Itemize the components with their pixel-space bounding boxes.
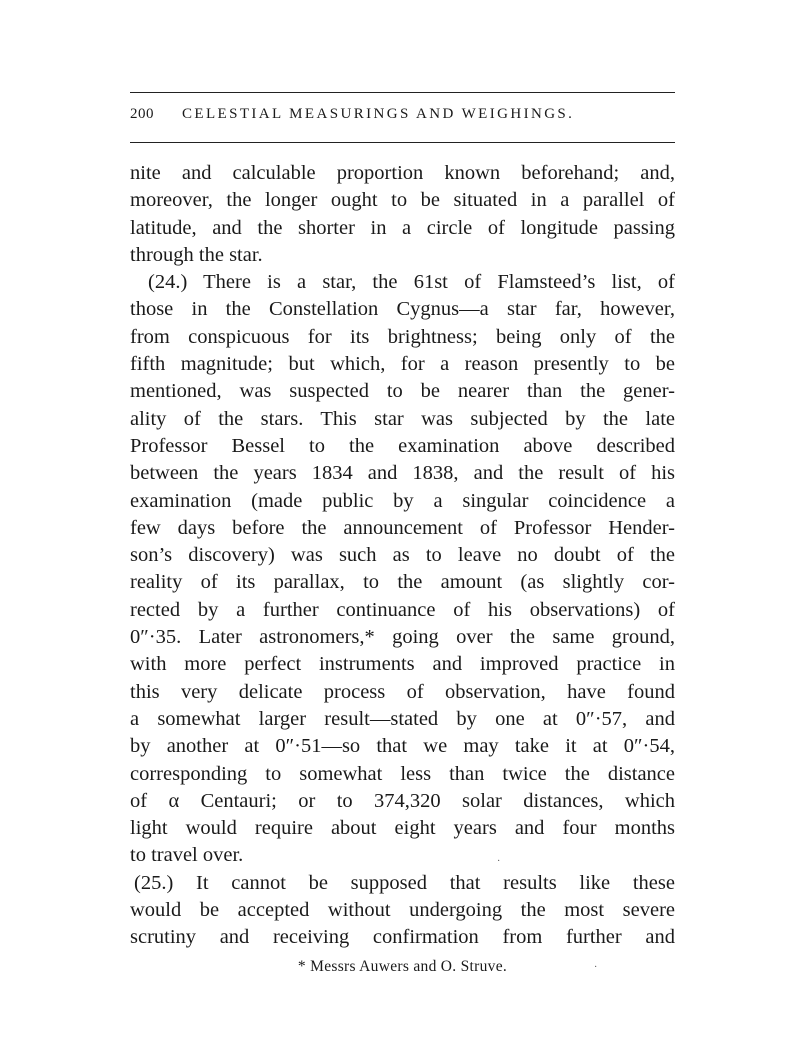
text-line: examination (made public by a singular coincidence a xyxy=(130,489,675,512)
text-line: those in the Constellation Cygnus—a star far, however, xyxy=(130,298,675,321)
text-line: between the years 1834 and 1838, and the result of his xyxy=(130,462,675,485)
print-speck: · xyxy=(497,856,501,867)
text-line: this very delicate process of observation, have found xyxy=(130,680,675,703)
body-text xyxy=(130,160,675,952)
text-line: fifth magnitude; but which, for a reason presently to be xyxy=(130,353,675,376)
text-line: moreover, the longer ought to be situated in a parallel of xyxy=(130,189,675,212)
text-line: scrutiny and receiving confirmation from further and xyxy=(130,926,675,949)
text-line: would be accepted without undergoing the most severe xyxy=(130,899,675,922)
paragraph-24 xyxy=(130,269,675,870)
text-line: reality of its parallax, to the amount (as slightly cor- xyxy=(130,571,675,594)
text-line: Professor Bessel to the examination above described xyxy=(130,434,675,457)
text-line: a somewhat larger result—stated by one at 0″·57, and xyxy=(130,707,675,730)
text-line: few days before the announcement of Professor Hender- xyxy=(130,516,675,539)
text-line: nite and calculable proportion known beforehand; and, xyxy=(130,162,675,184)
paragraph-continuation xyxy=(130,160,675,269)
text-line: from conspicuous for its brightness; being only of the xyxy=(130,325,675,348)
text-line: ality of the stars. This star was subjected by the late xyxy=(130,407,675,430)
running-title: CELESTIAL MEASURINGS AND WEIGHINGS. xyxy=(182,106,575,122)
text-line: son’s discovery) was such as to leave no doubt of the xyxy=(130,544,675,567)
footnote: * Messrs Auwers and O. Struve. xyxy=(297,958,508,975)
text-line: through the star. xyxy=(130,243,263,266)
print-speck: · xyxy=(594,962,598,973)
text-line: (24.) There is a star, the 61st of Flamsteed’s list, of xyxy=(148,271,675,294)
running-header xyxy=(130,106,675,128)
text-line: to travel over. xyxy=(130,844,244,867)
text-line: corresponding to somewhat less than twice the distance xyxy=(130,762,675,785)
text-line: mentioned, was suspected to be nearer than the gener- xyxy=(130,380,675,403)
text-line: latitude, and the shorter in a circle of longitude passing xyxy=(130,216,675,239)
text-line: rected by a further continuance of his observations) of xyxy=(130,598,675,621)
header-top-rule xyxy=(130,92,675,93)
header-bottom-rule xyxy=(130,142,675,143)
text-line: (25.) It cannot be supposed that results like these xyxy=(134,871,675,894)
text-line: 0″·35. Later astronomers,* going over the same ground, xyxy=(130,626,675,649)
text-line: with more perfect instruments and improved practice in xyxy=(130,653,675,676)
text-line: light would require about eight years and four months xyxy=(130,817,675,840)
text-line: of α Centauri; or to 374,320 solar distances, which xyxy=(130,789,675,812)
text-line: by another at 0″·51—so that we may take it at 0″·54, xyxy=(130,735,675,758)
page-number: 200 xyxy=(130,106,154,122)
paragraph-25 xyxy=(130,870,675,952)
